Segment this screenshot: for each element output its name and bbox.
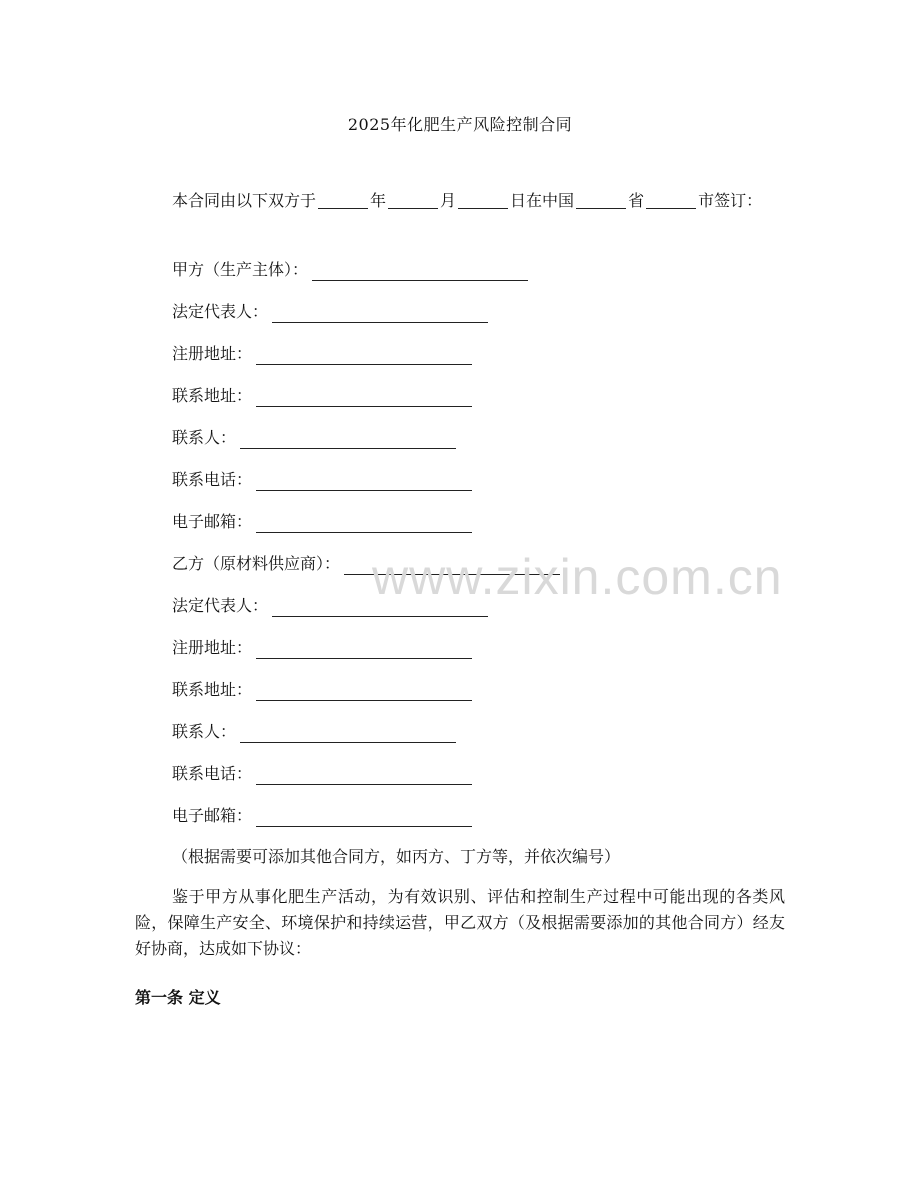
fill-line — [240, 724, 456, 743]
party-a-field: 联系电话： — [172, 469, 472, 491]
party-a-field: 联系人： — [172, 427, 456, 449]
fill-line — [256, 682, 472, 701]
city-blank — [646, 192, 696, 209]
party-a-name-line — [312, 262, 528, 281]
party-a-heading: 甲方（生产主体）： — [172, 259, 528, 281]
intro-text: 本合同由以下双方于 — [172, 191, 317, 210]
recital-paragraph: 鉴于甲方从事化肥生产活动，为有效识别、评估和控制生产过程中可能出现的各类风险，保障生产安全、环境保护和持续运营，甲乙双方（及根据需要添加的其他合同方）经友好协商，达成如下协议： — [135, 887, 785, 958]
fill-line — [256, 388, 472, 407]
party-a-field: 电子邮箱： — [172, 511, 472, 533]
fill-line — [256, 808, 472, 827]
month-blank — [388, 192, 438, 209]
day-blank — [458, 192, 508, 209]
fill-line — [256, 640, 472, 659]
fill-line — [256, 514, 472, 533]
party-b-heading: 乙方（原材料供应商）： — [172, 553, 560, 575]
document-title: 2025年化肥生产风险控制合同 — [347, 115, 573, 134]
intro-text: 月 — [440, 191, 457, 210]
party-b-field: 电子邮箱： — [172, 805, 472, 827]
fill-line — [256, 346, 472, 365]
additional-parties-note: （根据需要可添加其他合同方，如丙方、丁方等，并依次编号） — [172, 847, 621, 866]
party-b-field: 法定代表人： — [172, 595, 488, 617]
party-a-field: 联系地址： — [172, 385, 472, 407]
fill-line — [256, 766, 472, 785]
intro-text: 省 — [628, 191, 645, 210]
party-b-field: 注册地址： — [172, 637, 472, 659]
intro-paragraph — [135, 188, 785, 214]
party-b-field: 联系电话： — [172, 763, 472, 785]
party-b-field: 联系人： — [172, 721, 456, 743]
fill-line — [272, 304, 488, 323]
section-heading: 第一条 定义 — [135, 988, 221, 1007]
intro-text: 日在中国 — [510, 191, 575, 210]
party-a-field: 注册地址： — [172, 343, 472, 365]
watermark: www.zixin.com.cn — [372, 549, 783, 605]
party-b-field: 联系地址： — [172, 679, 472, 701]
intro-text: 市签订： — [698, 191, 763, 210]
party-a-field: 法定代表人： — [172, 301, 488, 323]
intro-text: 年 — [370, 191, 387, 210]
fill-line — [240, 430, 456, 449]
year-blank — [318, 192, 368, 209]
fill-line — [256, 472, 472, 491]
province-blank — [576, 192, 626, 209]
